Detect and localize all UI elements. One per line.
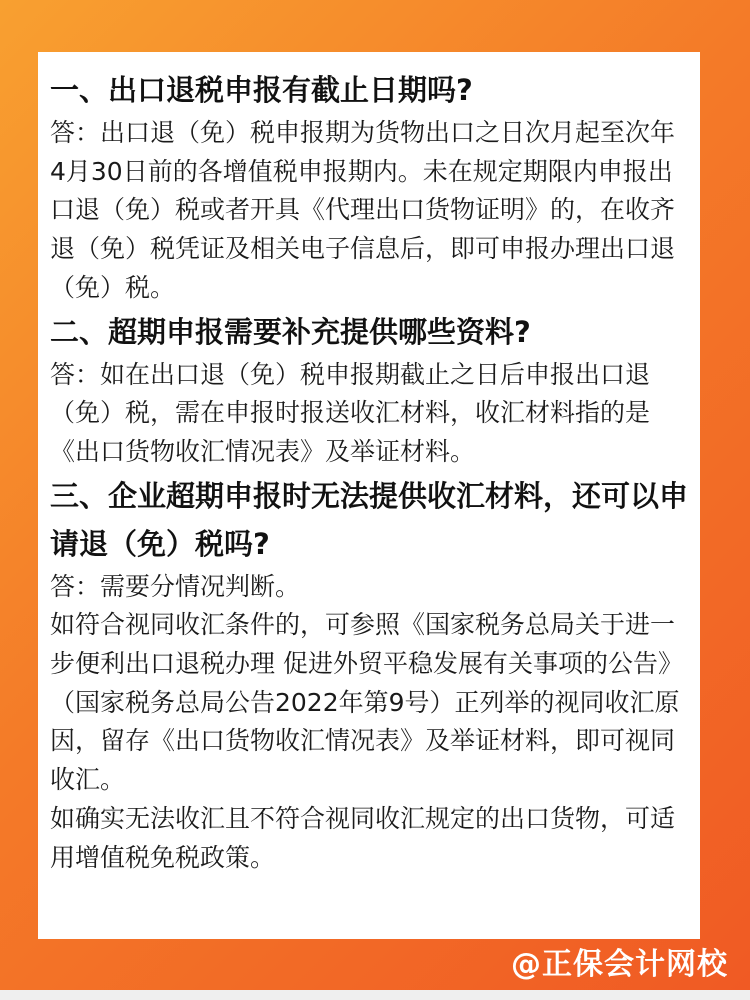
faq-list bbox=[38, 52, 700, 877]
bottom-strip bbox=[0, 990, 750, 1000]
answer-2: 答：如在出口退（免）税申报期截止之日后申报出口退（免）税，需在申报时报送收汇材料，收汇材料指的是《出口货物收汇情况表》及举证材料。 bbox=[50, 359, 651, 466]
brand-watermark: @正保会计网校 bbox=[511, 947, 728, 982]
question-1: 一、出口退税申报有截止日期吗? bbox=[50, 73, 473, 107]
answer-3-paragraph-2: 如确实无法收汇且不符合视同收汇规定的出口货物，可适用增值税免税政策。 bbox=[50, 803, 676, 872]
answer-1: 答：出口退（免）税申报期为货物出口之日次月起至次年4月30日前的各增值税申报期内。未在规定期限内申报出口退（免）税或者开具《代理出口货物证明》的，在收齐退（免）税凭证及相关电子信息后，即可申报办理出口退（免）税。 bbox=[50, 118, 676, 302]
answer-3-intro: 答：需要分情况判断。 bbox=[50, 571, 301, 601]
content-card bbox=[38, 52, 700, 939]
answer-3-paragraph-1: 如符合视同收汇条件的，可参照《国家税务总局关于进一步便利出口退税办理 促进外贸平稳发展有关事项的公告》（国家税务总局公告2022年第9号）正列举的视同收汇原因，留存《出口货物收汇情况表》及举证材料，即可视同收汇。 bbox=[50, 610, 683, 795]
question-3: 三、企业超期申报时无法提供收汇材料，还可以申请退（免）税吗? bbox=[50, 478, 689, 561]
question-2: 二、超期申报需要补充提供哪些资料? bbox=[50, 314, 531, 349]
